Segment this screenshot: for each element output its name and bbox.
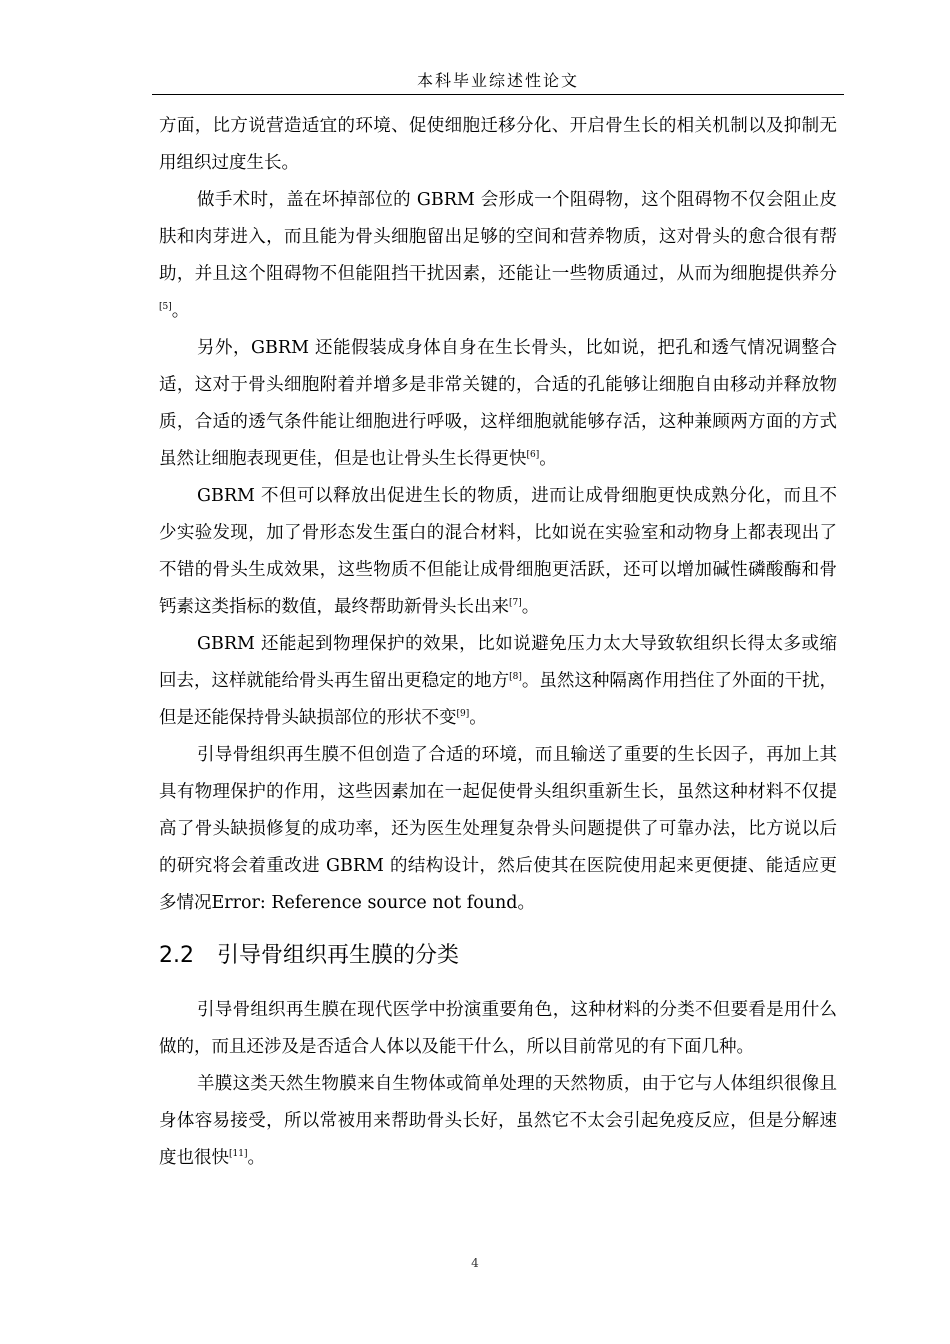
paragraph-summary (159, 737, 837, 922)
document-body (159, 108, 837, 1177)
paragraph-release (159, 478, 837, 626)
section-heading (159, 938, 837, 974)
paragraph-classification (159, 992, 837, 1066)
paragraph-text: GBRM 还能起到物理保护的效果，比如说避免压力太大导致软组织长得太多或缩回去，这样就能给骨头再生留出更稳定的地方 (159, 634, 837, 691)
paragraph-text: 引导骨组织再生膜不但创造了合适的环境，而且输送了重要的生长因子，再加上其具有物理保护的作用，这些因素加在一起促使骨头组织重新生长，虽然这种材料不仅提高了骨头缺损修复的成功率，还为医生处理复杂骨头问题提供了可靠办法，比方说以后的研究将会着重改进 GBRM 的结构设计，然后使其在医院使用起来更便捷、能适应更多情况Error: Reference source not found。 (159, 745, 837, 913)
citation[interactable]: [7] (509, 598, 522, 608)
paragraph-text: 。虽然这种隔离作用挡住了外面的干扰，但是还能保持骨头缺损部位的形状不变 (159, 671, 838, 728)
paragraph-continuation (159, 108, 837, 182)
citation[interactable]: [5] (159, 302, 172, 312)
paragraph-text: GBRM 不但可以释放出促进生长的物质，进而让成骨细胞更快成熟分化，而且不少实验发现，加了骨形态发生蛋白的混合材料，比如说在实验室和动物身上都表现出了不错的骨头生成效果，这些物质不但能让成骨细胞更活跃，还可以增加碱性磷酸酶和骨钙素这类指标的数值，最终帮助新骨头长出来 (159, 486, 837, 617)
paragraph-amnion (159, 1066, 837, 1177)
paragraph-text: 引导骨组织再生膜在现代医学中扮演重要角色，这种材料的分类不但要看是用什么做的，而且还涉及是否适合人体以及能干什么，所以目前常见的有下面几种。 (159, 1000, 837, 1057)
running-header: 本科毕业综述性论文 (152, 70, 844, 95)
citation[interactable]: [11] (229, 1149, 248, 1159)
punctuation: 。 (521, 597, 540, 617)
paragraph-text: 羊膜这类天然生物膜来自生物体或简单处理的天然物质，由于它与人体组织很像且身体容易接受，所以常被用来帮助骨头长好，虽然它不太会引起免疫反应，但是分解速度也很快 (159, 1074, 837, 1168)
punctuation: 。 (539, 449, 557, 469)
punctuation: 。 (247, 1148, 265, 1168)
page-number: 4 (471, 1256, 479, 1270)
paragraph-text: 做手术时，盖在坏掉部位的 GBRM 会形成一个阻碍物，这个阻碍物不仅会阻止皮肤和肉芽进入，而且能为骨头细胞留出足够的空间和营养物质，这对骨头的愈合很有帮助，并且这个阻碍物不但能阻挡干扰因素，还能让一些物质通过，从而为细胞提供养分 (159, 190, 837, 284)
paragraph-barrier (159, 182, 837, 330)
paragraph-protection (159, 626, 837, 737)
citation[interactable]: [6] (526, 450, 540, 460)
section-title: 引导骨组织再生膜的分类 (217, 943, 460, 968)
section-number: 2.2 (159, 943, 194, 968)
paragraph-text: 另外，GBRM 还能假装成身体自身在生长骨头，比如说，把孔和透气情况调整合适，这对于骨头细胞附着并增多是非常关键的，合适的孔能够让细胞自由移动并释放物质，合适的透气条件能让细胞进行呼吸，这样细胞就能够存活，这种兼顾两方面的方式虽然让细胞表现更佳，但是也让骨头生长得更快 (159, 338, 837, 469)
punctuation: 。 (469, 708, 487, 728)
paragraph-text: 方面，比方说营造适宜的环境、促使细胞迁移分化、开启骨生长的相关机制以及抑制无用组织过度生长。 (159, 116, 837, 173)
citation[interactable]: [9] (456, 709, 470, 719)
citation[interactable]: [8] (509, 672, 522, 682)
punctuation: 。 (171, 301, 190, 321)
paragraph-mimic (159, 330, 837, 478)
